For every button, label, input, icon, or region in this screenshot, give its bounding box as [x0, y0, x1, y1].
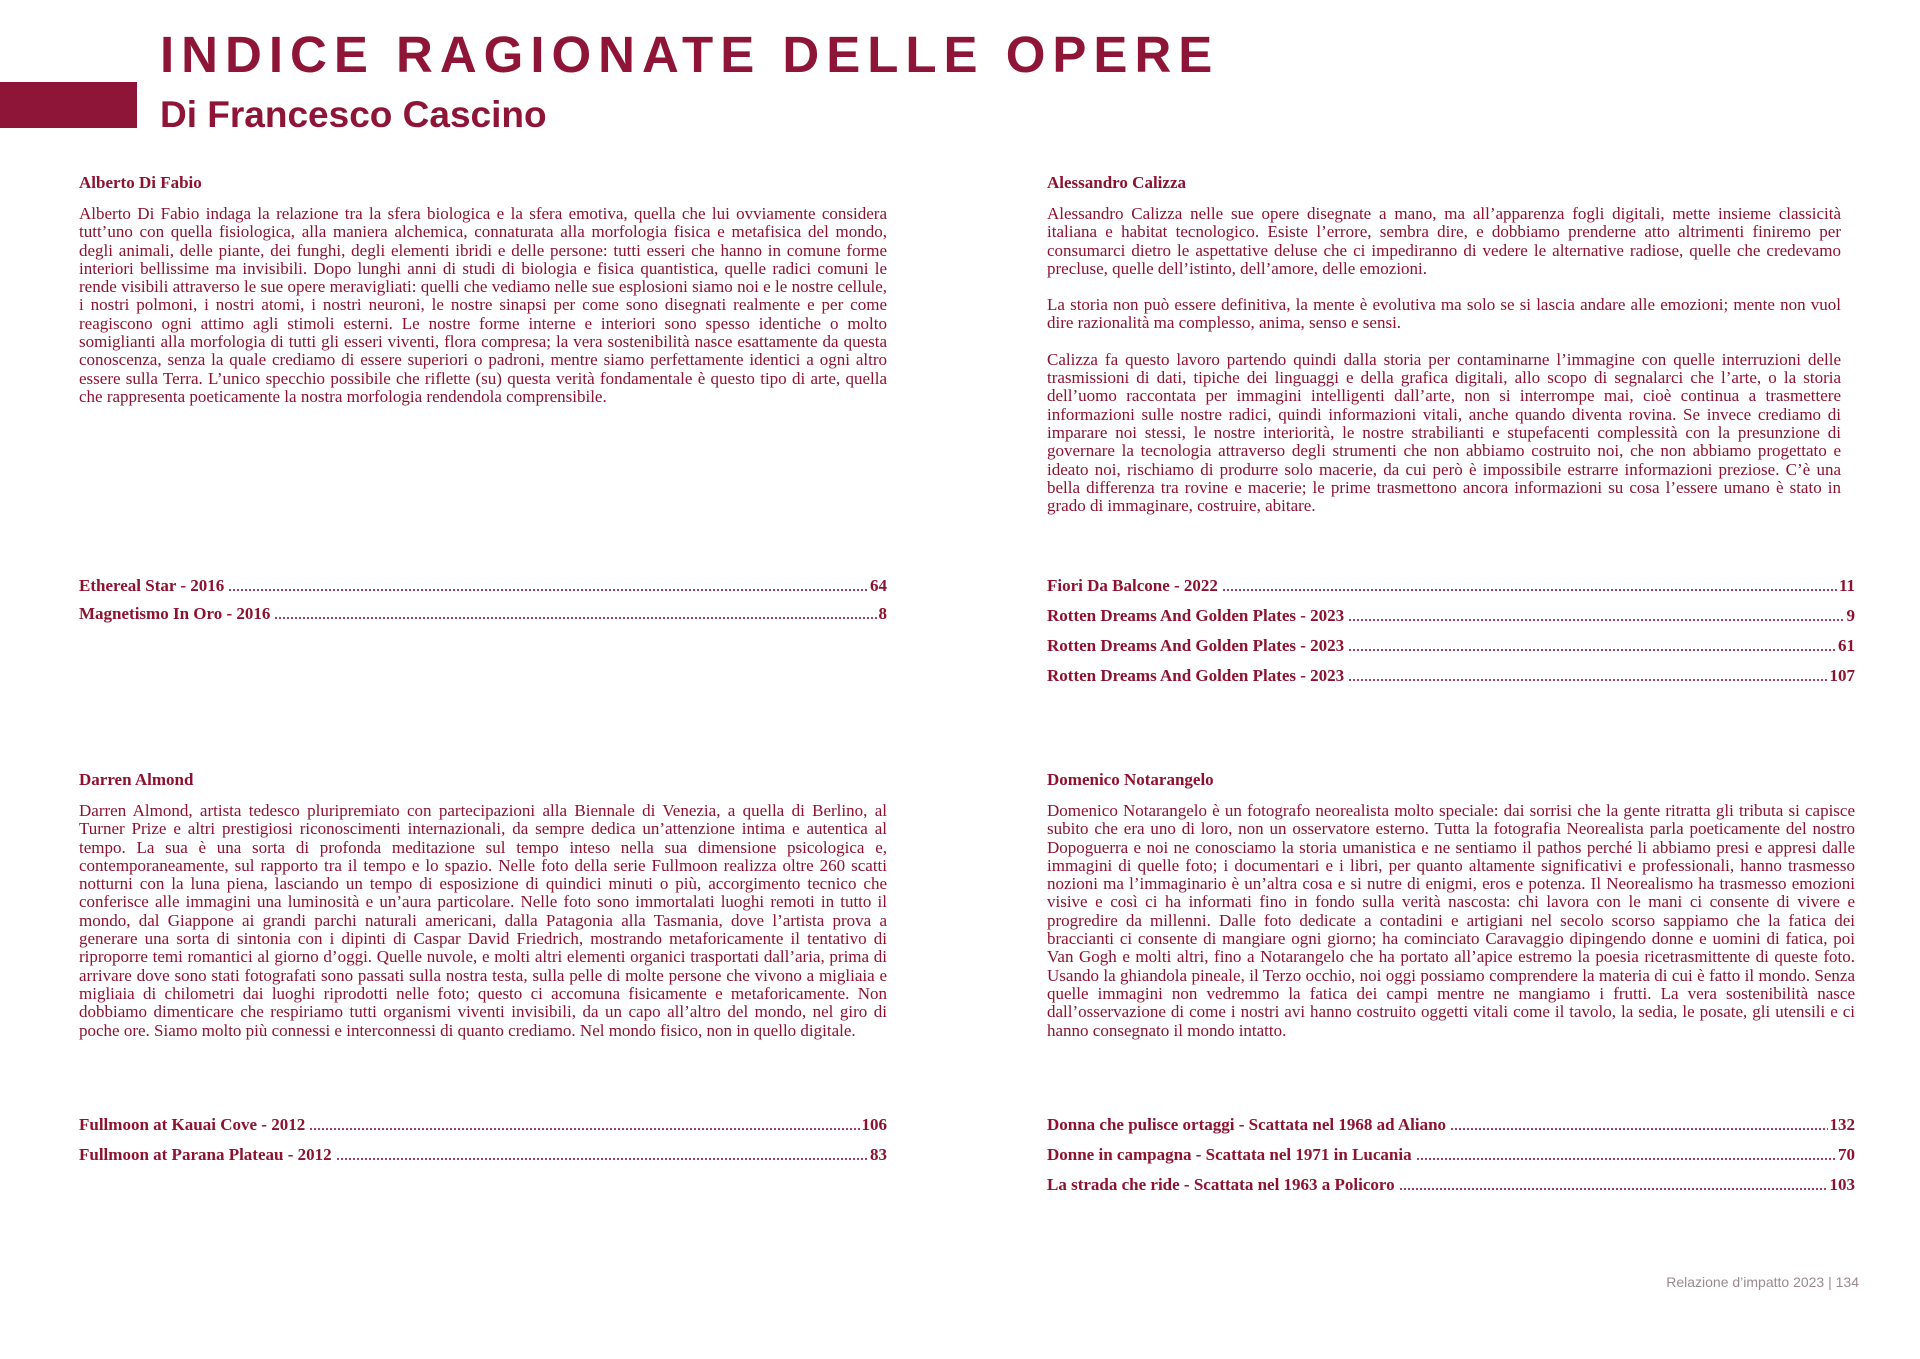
artist-name: Alberto Di Fabio — [79, 173, 202, 192]
toc-entry-title: Donne in campagna - Scattata nel 1971 in Lucania — [1047, 1145, 1412, 1164]
artist-description: Alessandro Calizza nelle sue opere disegnate a mano, ma all’apparenza fogli digitali, mette insieme classicità italiana e habitat tecnologico. Esiste l’errore, sembra dire, e dobbiamo prenderne atto altrimenti finiremo per consumarci dietro le aspettative deluse che ci impediranno di vedere le alternative radiose, quelle che credevamo precluse, quelle dell’istinto, dell’amore, delle emozioni. — [1047, 204, 1841, 278]
toc-entry-title: Rotten Dreams And Golden Plates - 2023 — [1047, 636, 1345, 655]
toc-entry[interactable] — [1047, 605, 1855, 627]
toc-entry-title: La strada che ride - Scattata nel 1963 a Policoro — [1047, 1175, 1395, 1194]
toc-entry-page: 11 — [1838, 576, 1855, 595]
works-list-calizza — [1047, 575, 1855, 687]
works-list-di-fabio — [79, 575, 887, 625]
toc-entry-title: Donna che pulisce ortaggi - Scattata nel 1968 ad Aliano — [1047, 1115, 1447, 1134]
accent-bar — [0, 82, 137, 128]
toc-entry[interactable] — [1047, 1114, 1855, 1136]
toc-entry-title: Fullmoon at Parana Plateau - 2012 — [79, 1145, 332, 1164]
toc-leader-dots — [1399, 1187, 1828, 1191]
toc-entry-title: Rotten Dreams And Golden Plates - 2023 — [1047, 606, 1345, 625]
toc-entry[interactable] — [79, 1114, 887, 1136]
artist-description: Calizza fa questo lavoro partendo quindi dalla storia per contaminarne l’immagine con quelle interruzioni delle trasmissioni di dati, tipiche dei linguaggi e della grafica digitali, allo scopo di segnalarci che l’arte, o la storia dell’uomo raccontata per immagini intelligenti dall’arte, non si interrompe mai, cioè continua a trasmettere informazioni sulle nostre radici, quindi informazioni vitali, anche quando diventa rovina. Se invece crediamo di imparare noi stessi, le nostre interiorità, le nostre strabilianti e stupefacenti complessità con la presunzione di governare la tecnologia attraverso degli strumenti che non abbiamo costruito noi, che non abbiamo progettato e ideato noi, rischiamo di produrre solo macerie, da cui però è impossibile estrarre informazioni preziose. C’è una bella differenza tra rovine e macerie; le prime trasmettono ancora informazioni su cosa l’essere umano è stato in grado di immaginare, costruire, abitare. — [1047, 349, 1841, 516]
toc-leader-dots — [1416, 1157, 1836, 1161]
artist-section-notarangelo — [1047, 770, 1855, 1040]
page-footer: Relazione d’impatto 2023 | 134 — [1666, 1274, 1859, 1290]
artist-name: Alessandro Calizza — [1047, 173, 1186, 192]
toc-entry[interactable] — [79, 575, 887, 597]
toc-leader-dots — [1222, 588, 1837, 592]
toc-entry-page: 64 — [870, 576, 887, 595]
toc-entry-page: 106 — [861, 1115, 887, 1134]
toc-entry-page: 103 — [1829, 1175, 1855, 1194]
toc-leader-dots — [1348, 648, 1836, 652]
page-title: INDICE RAGIONATE DELLE OPERE — [160, 26, 1220, 83]
artist-section-calizza — [1047, 173, 1841, 515]
toc-entry-title: Fiori Da Balcone - 2022 — [1047, 576, 1218, 595]
toc-entry[interactable] — [1047, 575, 1855, 597]
toc-entry-page: 8 — [878, 604, 887, 623]
artist-description: La storia non può essere definitiva, la mente è evolutiva ma solo se si lascia andare alle emozioni; mente non vuol dire razionalità ma complesso, anima, senso e sensi. — [1047, 295, 1841, 333]
toc-leader-dots — [1348, 678, 1827, 682]
artist-description: Darren Almond, artista tedesco pluripremiato con partecipazioni alla Biennale di Venezia, a quella di Berlino, al Turner Prize e altri prestigiosi riconoscimenti internazionali, da sempre dedica un’attenzione intima e autentica al tempo. La sua è una sorta di profonda meditazione sul tempo inteso nella sua dimensione psicologica e, contemporaneamente, sul rapporto tra il tempo e lo spazio. Nelle foto della serie Fullmoon realizza oltre 260 scatti notturni con la luna piena, lasciando un tempo di esposizione di quindici minuti o più, accorgimento tecnico che conferisce alle immagini una luminosità e un’aura particolare. Nelle foto sono immortalati luoghi remoti in tutto il mondo, dal Giappone ai grandi parchi naturali americani, dalla Patagonia alla Tasmania, dove l’artista prova a generare una sorta di sintonia con i dipinti di Caspar David Friedrich, mostrando metaforicamente il tentativo di riproporre temi romantici al giorno d’oggi. Quelle nuvole, e molti altri elementi organici trasportati dall’aria, prima di arrivare dove sono stati fotografati sono passati sulla nostra testa, sulla pelle di molte persone che vivono a migliaia e migliaia di chilometri dai luoghi riprodotti nelle foto; questo ci accomuna fisicamente e metaforicamente. Non dobbiamo dimenticare che respiriamo tutti organismi viventi invisibili, da un capo all’altro del mondo, nel giro di poche ore. Siamo molto più connessi e interconnessi di quanto crediamo. Nel mondo fisico, non in quello digitale. — [79, 801, 887, 1040]
toc-entry-page: 61 — [1838, 636, 1855, 655]
toc-entry-title: Rotten Dreams And Golden Plates - 2023 — [1047, 666, 1345, 685]
toc-entry-page: 70 — [1838, 1145, 1855, 1164]
toc-entry-title: Fullmoon at Kauai Cove - 2012 — [79, 1115, 306, 1134]
artist-section-almond — [79, 770, 887, 1040]
toc-leader-dots — [1450, 1127, 1827, 1131]
artist-description: Alberto Di Fabio indaga la relazione tra la sfera biologica e la sfera emotiva, quella che lui ovviamente considera tutt’uno con quella fisiologica, alla maniera alchemica, connaturata alla morfologia fisica e metafisica del mondo, degli animali, delle piante, dei funghi, degli elementi ibridi e delle persone: tutti esseri che hanno in comune forme interiori bellissime ma invisibili. Dopo lunghi anni di studi di biologia e fisica quantistica, quelle radici comuni le rende visibili attraverso le sue opere meravigliati: quelli che vediamo nelle sue esplosioni siamo noi e le nostre cellule, i nostri polmoni, i nostri atomi, i nostri neuroni, le nostre sinapsi per come sono disegnati realmente e per come reagiscono ogni attimo agli stimoli esterni. Le nostre forme interne e interiori sono spesso identiche o molto somiglianti alla morfologia di tutti gli esseri viventi, flora compresa; la vera sostenibilità nasce esattamente da questa conoscenza, senza la quale crediamo di essere superiori o padroni, mentre siamo perfettamente identici a ogni altro essere sulla Terra. L’unico specchio possibile che riflette (su) questa verità fondamentale è questo tipo di arte, quella che rappresenta poeticamente la nostra morfologia rendendola comprensibile. — [79, 204, 887, 406]
toc-leader-dots — [336, 1157, 868, 1161]
toc-leader-dots — [228, 588, 868, 592]
toc-entry[interactable] — [1047, 635, 1855, 657]
artist-name: Darren Almond — [79, 770, 194, 789]
artist-section-di-fabio — [79, 173, 887, 406]
artist-name: Domenico Notarangelo — [1047, 770, 1214, 789]
artist-description: Domenico Notarangelo è un fotografo neorealista molto speciale: dai sorrisi che la gente ritratta gli tributa si capisce subito che era uno di loro, non un osservatore esterno. Tutta la fotografia Neorealista parla poeticamente del nostro Dopoguerra e noi ne conosciamo la storia umanistica e ne sentiamo il pathos perché li abbiamo presi e appresi dalle immagini di quelle foto; i documentari e i libri, per quanto altamente significativi e professionali, hanno trasmesso nozioni ma l’immaginario è un’altra cosa e si nutre di enigmi, eros e potenza. Il Neorealismo ha trasmesso emozioni visive e così ci ha informati fino in fondo sulla verità nascosta: chi lavora con le mani ci consente di vivere e progredire da millenni. Dalle foto dedicate a contadini e artigiani nel secolo scorso sappiamo che la fatica dei braccianti ci consente di mangiare ogni giorno; ha cominciato Caravaggio dipingendo donne e uomini di fatica, poi Van Gogh e molti altri, fino a Notarangelo che ha portato all’apice estremo la poesia ricetrasmittente di queste foto. Usando la ghiandola pineale, il Terzo occhio, noi oggi possiamo comprendere la materia di cui è fatto il mondo. Senza quelle immagini non vedremmo la fatica dei campi mentre ne mangiamo i frutti. La vera sostenibilità nasce dall’osservazione di come i nostri avi hanno costruito oggetti vitali come il tavolo, la sedia, le posate, gli utensili e ci hanno consegnato il mondo intatto. — [1047, 801, 1855, 1040]
toc-entry-page: 9 — [1846, 606, 1855, 625]
toc-entry-page: 83 — [870, 1145, 887, 1164]
toc-entry[interactable] — [79, 603, 887, 625]
toc-entry[interactable] — [1047, 1174, 1855, 1196]
toc-entry-page: 132 — [1829, 1115, 1855, 1134]
toc-leader-dots — [274, 616, 876, 620]
toc-entry-page: 107 — [1829, 666, 1855, 685]
works-list-notarangelo — [1047, 1114, 1855, 1196]
toc-entry[interactable] — [1047, 1144, 1855, 1166]
toc-entry[interactable] — [79, 1144, 887, 1166]
toc-leader-dots — [309, 1127, 859, 1131]
toc-entry-title: Ethereal Star - 2016 — [79, 576, 225, 595]
toc-entry[interactable] — [1047, 665, 1855, 687]
toc-leader-dots — [1348, 618, 1844, 622]
toc-entry-title: Magnetismo In Oro - 2016 — [79, 604, 271, 623]
page-subtitle: Di Francesco Cascino — [160, 94, 547, 135]
works-list-almond — [79, 1114, 887, 1166]
